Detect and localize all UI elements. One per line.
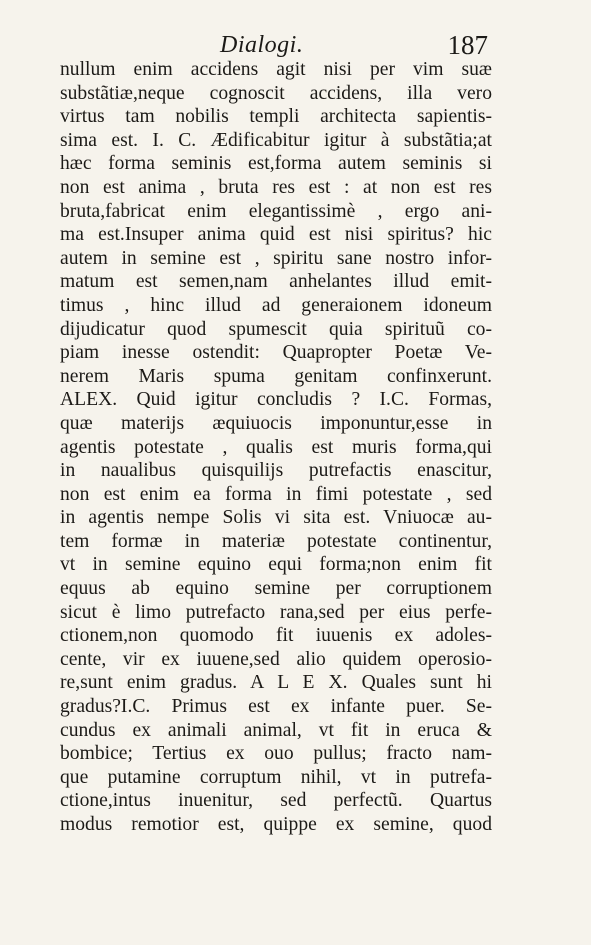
text-line: cente, vir ex iuuene,sed alio quidem operosio- [60,648,492,670]
text-line: non est enim ea forma in fimi potestate , sed [60,483,492,505]
text-line: gradus?I.C. Primus est ex infante puer. Se- [60,696,492,718]
text-line: tem formæ in materiæ potestate continentur, [60,530,492,552]
text-line: matum est semen,nam anhelantes illud emit- [60,271,492,293]
text-line: substãtiæ,neque cognoscit accidens, illa vero [60,82,492,104]
text-line: ma est.Insuper anima quid est nisi spiritus? hic [60,224,492,246]
text-line: ctionem,non quomodo fit iuuenis ex adoles- [60,625,492,647]
text-line: ctione,intus inuenitur, sed perfectũ. Quartus [60,790,492,812]
text-line: quæ materijs æquiuocis imponuntur,esse in [60,412,492,434]
text-line: nerem Maris spuma genitam confinxerunt. [60,365,492,387]
text-line: nullum enim accidens agit nisi per vim suæ [60,59,492,80]
page-number: 187 [447,30,488,60]
running-title: Dialogi. [220,32,304,58]
text-line: sicut è limo putrefacto rana,sed per eius perfe- [60,601,492,623]
text-line: sima est. I. C. Ædificabitur igitur à substãtia;at [60,129,492,151]
text-line: bruta,fabricat enim elegantissimè , ergo ani- [60,200,492,222]
text-line: piam inesse ostendit: Quapropter Poetæ Ve- [60,342,492,364]
text-line: agentis potestate , qualis est muris forma,qui [60,436,492,458]
text-line: bombice; Tertius ex ouo pullus; fracto nam- [60,743,492,765]
text-line: timus , hinc illud ad generaionem idoneum [60,294,492,316]
text-line: modus remotior est, quippe ex semine, quod [60,814,492,835]
text-line: re,sunt enim gradus. A L E X. Quales sunt hi [60,672,492,694]
text-line: virtus tam nobilis templi architecta sapientis- [60,106,492,128]
text-line: hæc forma seminis est,forma autem seminis si [60,153,492,175]
text-line: equus ab equino semine per corruptionem [60,578,492,600]
body-text [60,58,492,837]
text-line: vt in semine equino equi forma;non enim fit [60,554,492,576]
text-line: que putamine corruptum nihil, vt in putrefa- [60,766,492,788]
text-line: in agentis nempe Solis vi sita est. Vniuocæ au- [60,507,492,529]
text-line: autem in semine est , spiritu sane nostro infor- [60,247,492,269]
text-line: dijudicatur quod spumescit quia spirituũ co- [60,318,492,340]
text-line: ALEX. Quid igitur concludis ? I.C. Formas, [60,389,492,411]
text-line: non est anima , bruta res est : at non est res [60,176,492,198]
text-line: cundus ex animali animal, vt fit in eruca & [60,719,492,741]
text-line: in naualibus quisquilijs putrefactis enascitur, [60,460,492,482]
